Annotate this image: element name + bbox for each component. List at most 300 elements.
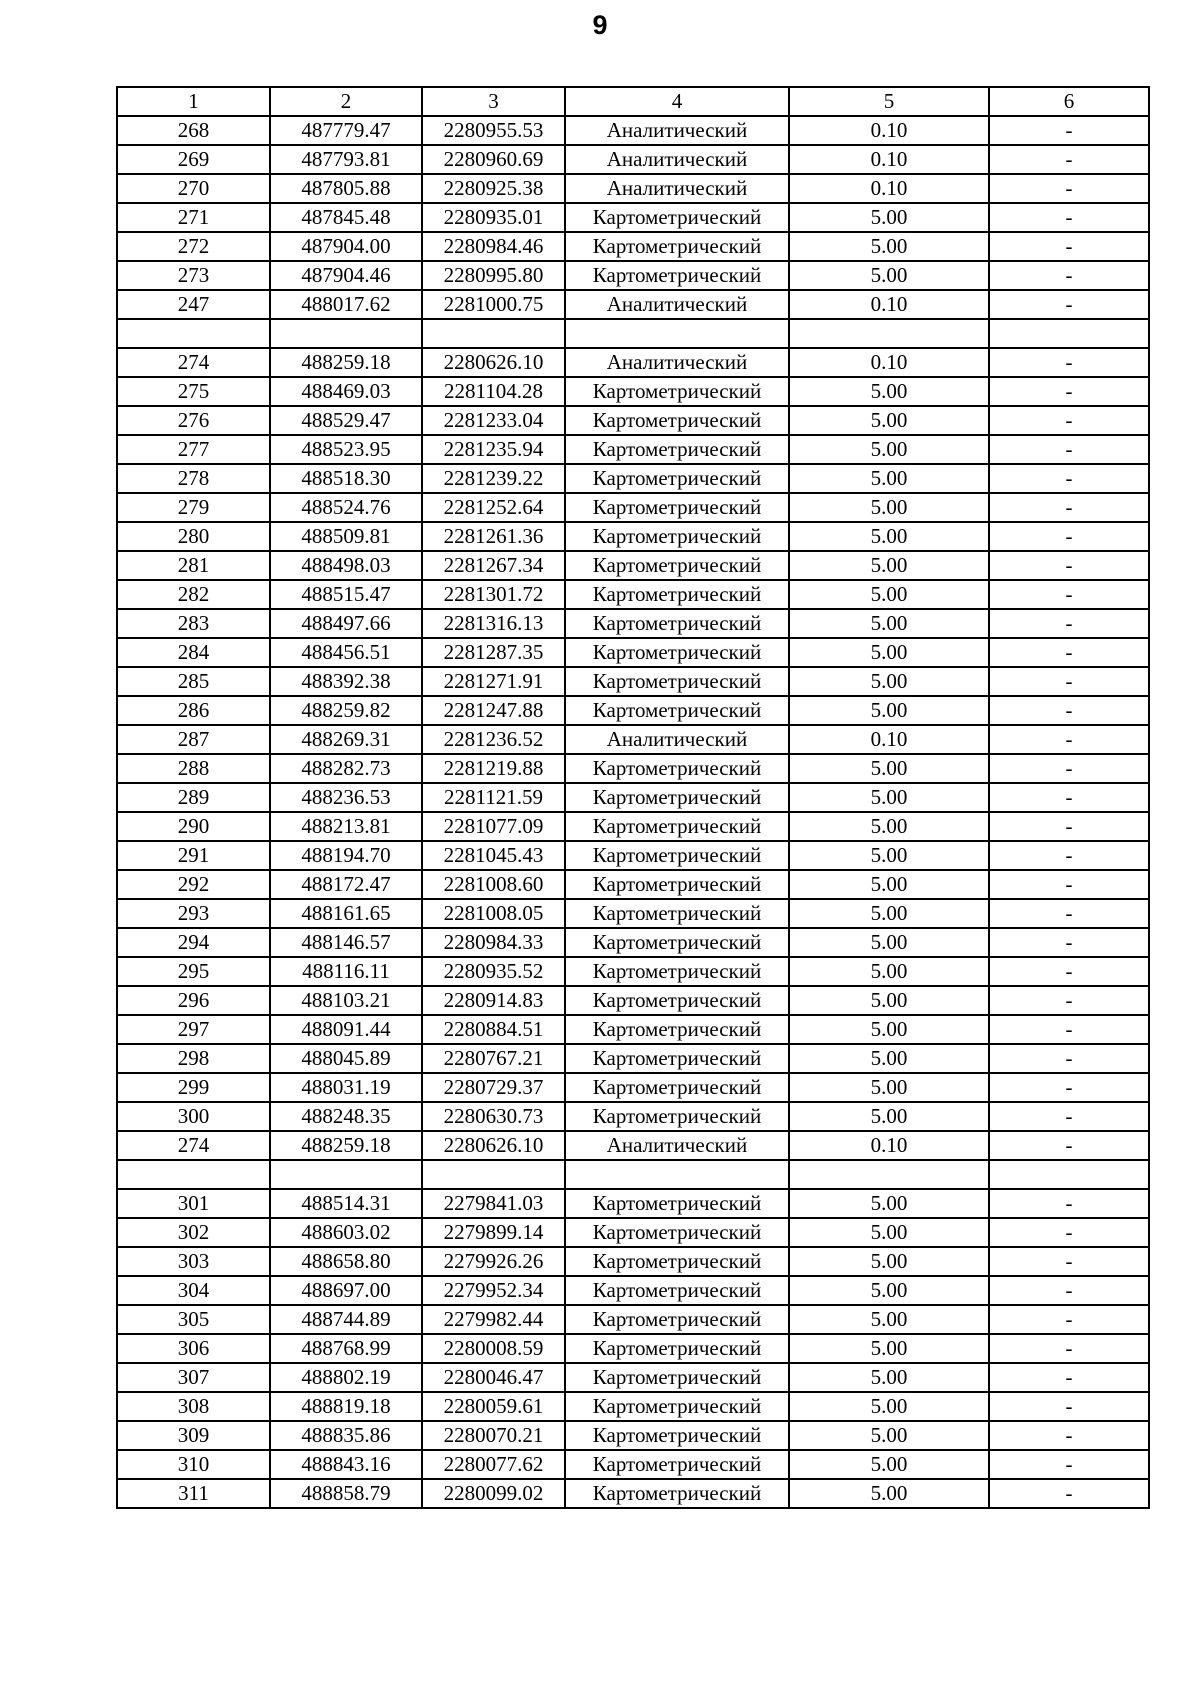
y-coordinate-cell: 2280077.62: [422, 1450, 565, 1479]
y-coordinate-cell: 2281252.64: [422, 493, 565, 522]
accuracy-cell: 5.00: [789, 754, 989, 783]
accuracy-cell: 5.00: [789, 377, 989, 406]
table-row: [117, 696, 1149, 725]
accuracy-cell: 0.10: [789, 116, 989, 145]
table-row: [117, 232, 1149, 261]
table-row: [117, 609, 1149, 638]
y-coordinate-cell: 2280070.21: [422, 1421, 565, 1450]
note-cell: -: [989, 145, 1149, 174]
point-number-cell: 280: [117, 522, 270, 551]
method-cell: Картометрический: [565, 1073, 789, 1102]
accuracy-cell: 5.00: [789, 1421, 989, 1450]
note-cell: -: [989, 696, 1149, 725]
method-cell: Картометрический: [565, 1421, 789, 1450]
x-coordinate-cell: 487845.48: [270, 203, 422, 232]
y-coordinate-cell: 2281077.09: [422, 812, 565, 841]
y-coordinate-cell: 2280729.37: [422, 1073, 565, 1102]
table-header-row: [117, 87, 1149, 116]
table-row: [117, 1247, 1149, 1276]
note-cell: -: [989, 493, 1149, 522]
y-coordinate-cell: 2281239.22: [422, 464, 565, 493]
point-number-cell: 284: [117, 638, 270, 667]
x-coordinate-cell: 488103.21: [270, 986, 422, 1015]
x-coordinate-cell: 488116.11: [270, 957, 422, 986]
table-row: [117, 348, 1149, 377]
table-row: [117, 1334, 1149, 1363]
header-cell: 5: [789, 87, 989, 116]
accuracy-cell: 5.00: [789, 1363, 989, 1392]
table-row: [117, 1363, 1149, 1392]
note-cell: -: [989, 1363, 1149, 1392]
point-number-cell: 268: [117, 116, 270, 145]
accuracy-cell: 5.00: [789, 464, 989, 493]
point-number-cell: 270: [117, 174, 270, 203]
table-row: [117, 522, 1149, 551]
accuracy-cell: 5.00: [789, 1102, 989, 1131]
y-coordinate-cell: 2281045.43: [422, 841, 565, 870]
point-number-cell: 291: [117, 841, 270, 870]
note-cell: -: [989, 551, 1149, 580]
method-cell: Картометрический: [565, 522, 789, 551]
point-number-cell: 301: [117, 1189, 270, 1218]
table-row: [117, 1189, 1149, 1218]
table-row: [117, 406, 1149, 435]
note-cell: -: [989, 290, 1149, 319]
x-coordinate-cell: 488843.16: [270, 1450, 422, 1479]
accuracy-cell: 5.00: [789, 609, 989, 638]
accuracy-cell: 5.00: [789, 1015, 989, 1044]
point-number-cell: 276: [117, 406, 270, 435]
y-coordinate-cell: 2281235.94: [422, 435, 565, 464]
method-cell: Аналитический: [565, 1131, 789, 1160]
table-row: [117, 957, 1149, 986]
note-cell: -: [989, 116, 1149, 145]
table-row: [117, 754, 1149, 783]
accuracy-cell: 5.00: [789, 580, 989, 609]
x-coordinate-cell: 488469.03: [270, 377, 422, 406]
header-cell: 3: [422, 87, 565, 116]
y-coordinate-cell: 2280935.01: [422, 203, 565, 232]
table-row: [117, 1160, 1149, 1189]
note-cell: -: [989, 1247, 1149, 1276]
y-coordinate-cell: 2281233.04: [422, 406, 565, 435]
accuracy-cell: 5.00: [789, 870, 989, 899]
note-cell: -: [989, 1015, 1149, 1044]
y-coordinate-cell: 2280955.53: [422, 116, 565, 145]
point-number-cell: 286: [117, 696, 270, 725]
point-number-cell: 296: [117, 986, 270, 1015]
y-coordinate-cell: 2281121.59: [422, 783, 565, 812]
y-coordinate-cell: 2281236.52: [422, 725, 565, 754]
y-coordinate-cell: 2280925.38: [422, 174, 565, 203]
table-row: [117, 667, 1149, 696]
point-number-cell: 311: [117, 1479, 270, 1508]
accuracy-cell: 5.00: [789, 812, 989, 841]
note-cell: -: [989, 261, 1149, 290]
table-row: [117, 870, 1149, 899]
y-coordinate-cell: 2281219.88: [422, 754, 565, 783]
method-cell: [565, 1160, 789, 1189]
note-cell: -: [989, 464, 1149, 493]
method-cell: Картометрический: [565, 1218, 789, 1247]
method-cell: Картометрический: [565, 899, 789, 928]
x-coordinate-cell: [270, 319, 422, 348]
note-cell: -: [989, 1392, 1149, 1421]
y-coordinate-cell: 2281301.72: [422, 580, 565, 609]
accuracy-cell: 5.00: [789, 522, 989, 551]
point-number-cell: 295: [117, 957, 270, 986]
accuracy-cell: 5.00: [789, 696, 989, 725]
method-cell: Картометрический: [565, 551, 789, 580]
point-number-cell: 285: [117, 667, 270, 696]
point-number-cell: 294: [117, 928, 270, 957]
accuracy-cell: 5.00: [789, 957, 989, 986]
accuracy-cell: [789, 1160, 989, 1189]
table-row: [117, 319, 1149, 348]
table-row: [117, 841, 1149, 870]
x-coordinate-cell: 488392.38: [270, 667, 422, 696]
accuracy-cell: 0.10: [789, 174, 989, 203]
y-coordinate-cell: 2281271.91: [422, 667, 565, 696]
x-coordinate-cell: 488819.18: [270, 1392, 422, 1421]
point-number-cell: 278: [117, 464, 270, 493]
x-coordinate-cell: 488744.89: [270, 1305, 422, 1334]
x-coordinate-cell: 488603.02: [270, 1218, 422, 1247]
table-row: [117, 174, 1149, 203]
accuracy-cell: 5.00: [789, 435, 989, 464]
note-cell: -: [989, 435, 1149, 464]
note-cell: -: [989, 1131, 1149, 1160]
method-cell: Картометрический: [565, 261, 789, 290]
table-row: [117, 1305, 1149, 1334]
note-cell: [989, 1160, 1149, 1189]
y-coordinate-cell: 2281000.75: [422, 290, 565, 319]
x-coordinate-cell: 487904.46: [270, 261, 422, 290]
accuracy-cell: 0.10: [789, 145, 989, 174]
accuracy-cell: 5.00: [789, 928, 989, 957]
method-cell: Аналитический: [565, 174, 789, 203]
point-number-cell: 279: [117, 493, 270, 522]
note-cell: -: [989, 1189, 1149, 1218]
accuracy-cell: 5.00: [789, 986, 989, 1015]
table-row: [117, 1015, 1149, 1044]
note-cell: -: [989, 1102, 1149, 1131]
note-cell: -: [989, 725, 1149, 754]
table-row: [117, 725, 1149, 754]
accuracy-cell: 5.00: [789, 841, 989, 870]
table-row: [117, 638, 1149, 667]
table-row: [117, 1276, 1149, 1305]
point-number-cell: 274: [117, 1131, 270, 1160]
accuracy-cell: 5.00: [789, 1305, 989, 1334]
accuracy-cell: 5.00: [789, 1334, 989, 1363]
x-coordinate-cell: 488768.99: [270, 1334, 422, 1363]
point-number-cell: 271: [117, 203, 270, 232]
accuracy-cell: 5.00: [789, 667, 989, 696]
y-coordinate-cell: 2280884.51: [422, 1015, 565, 1044]
note-cell: -: [989, 1044, 1149, 1073]
y-coordinate-cell: 2281261.36: [422, 522, 565, 551]
y-coordinate-cell: 2280099.02: [422, 1479, 565, 1508]
y-coordinate-cell: 2280960.69: [422, 145, 565, 174]
y-coordinate-cell: 2280008.59: [422, 1334, 565, 1363]
accuracy-cell: 0.10: [789, 1131, 989, 1160]
note-cell: -: [989, 870, 1149, 899]
point-number-cell: 269: [117, 145, 270, 174]
x-coordinate-cell: 488802.19: [270, 1363, 422, 1392]
x-coordinate-cell: 488835.86: [270, 1421, 422, 1450]
method-cell: Картометрический: [565, 870, 789, 899]
y-coordinate-cell: 2281287.35: [422, 638, 565, 667]
method-cell: Картометрический: [565, 1363, 789, 1392]
y-coordinate-cell: 2280630.73: [422, 1102, 565, 1131]
point-number-cell: 247: [117, 290, 270, 319]
method-cell: Картометрический: [565, 928, 789, 957]
x-coordinate-cell: 488031.19: [270, 1073, 422, 1102]
x-coordinate-cell: 488515.47: [270, 580, 422, 609]
note-cell: -: [989, 1479, 1149, 1508]
x-coordinate-cell: 488045.89: [270, 1044, 422, 1073]
x-coordinate-cell: 488236.53: [270, 783, 422, 812]
table-body: [117, 116, 1149, 1508]
accuracy-cell: 5.00: [789, 783, 989, 812]
method-cell: Картометрический: [565, 580, 789, 609]
point-number-cell: 302: [117, 1218, 270, 1247]
y-coordinate-cell: 2280626.10: [422, 1131, 565, 1160]
note-cell: -: [989, 899, 1149, 928]
point-number-cell: [117, 1160, 270, 1189]
point-number-cell: 307: [117, 1363, 270, 1392]
note-cell: -: [989, 638, 1149, 667]
accuracy-cell: 5.00: [789, 1276, 989, 1305]
method-cell: Картометрический: [565, 232, 789, 261]
x-coordinate-cell: 488456.51: [270, 638, 422, 667]
point-number-cell: 272: [117, 232, 270, 261]
method-cell: Картометрический: [565, 783, 789, 812]
table-row: [117, 290, 1149, 319]
table-row: [117, 1421, 1149, 1450]
x-coordinate-cell: 487779.47: [270, 116, 422, 145]
accuracy-cell: 5.00: [789, 406, 989, 435]
y-coordinate-cell: 2280984.33: [422, 928, 565, 957]
method-cell: Картометрический: [565, 1305, 789, 1334]
accuracy-cell: 5.00: [789, 899, 989, 928]
accuracy-cell: 0.10: [789, 290, 989, 319]
method-cell: Картометрический: [565, 1392, 789, 1421]
accuracy-cell: 5.00: [789, 1044, 989, 1073]
accuracy-cell: 5.00: [789, 203, 989, 232]
page-number: 9: [592, 10, 608, 40]
accuracy-cell: 5.00: [789, 1073, 989, 1102]
point-number-cell: 273: [117, 261, 270, 290]
y-coordinate-cell: 2279952.34: [422, 1276, 565, 1305]
header-cell: 4: [565, 87, 789, 116]
table-row: [117, 1131, 1149, 1160]
table-row: [117, 783, 1149, 812]
point-number-cell: 304: [117, 1276, 270, 1305]
coordinates-table: [116, 86, 1150, 1509]
table-row: [117, 1073, 1149, 1102]
method-cell: Картометрический: [565, 812, 789, 841]
x-coordinate-cell: 488524.76: [270, 493, 422, 522]
point-number-cell: 290: [117, 812, 270, 841]
table-row: [117, 1044, 1149, 1073]
table-row: [117, 1392, 1149, 1421]
y-coordinate-cell: 2280935.52: [422, 957, 565, 986]
method-cell: Картометрический: [565, 377, 789, 406]
x-coordinate-cell: 488697.00: [270, 1276, 422, 1305]
point-number-cell: 306: [117, 1334, 270, 1363]
header-cell: 1: [117, 87, 270, 116]
accuracy-cell: 5.00: [789, 1450, 989, 1479]
x-coordinate-cell: [270, 1160, 422, 1189]
x-coordinate-cell: 488509.81: [270, 522, 422, 551]
point-number-cell: 293: [117, 899, 270, 928]
point-number-cell: 292: [117, 870, 270, 899]
x-coordinate-cell: 488518.30: [270, 464, 422, 493]
x-coordinate-cell: 487805.88: [270, 174, 422, 203]
method-cell: Картометрический: [565, 464, 789, 493]
method-cell: Картометрический: [565, 754, 789, 783]
method-cell: Картометрический: [565, 203, 789, 232]
header-cell: 6: [989, 87, 1149, 116]
y-coordinate-cell: 2280767.21: [422, 1044, 565, 1073]
x-coordinate-cell: 488498.03: [270, 551, 422, 580]
x-coordinate-cell: 488259.18: [270, 1131, 422, 1160]
table-row: [117, 1450, 1149, 1479]
method-cell: Аналитический: [565, 116, 789, 145]
table-row: [117, 116, 1149, 145]
accuracy-cell: 5.00: [789, 638, 989, 667]
accuracy-cell: 5.00: [789, 1218, 989, 1247]
x-coordinate-cell: 488523.95: [270, 435, 422, 464]
table-row: [117, 261, 1149, 290]
x-coordinate-cell: 488172.47: [270, 870, 422, 899]
table-row: [117, 493, 1149, 522]
accuracy-cell: [789, 319, 989, 348]
x-coordinate-cell: 488269.31: [270, 725, 422, 754]
note-cell: -: [989, 812, 1149, 841]
point-number-cell: 308: [117, 1392, 270, 1421]
accuracy-cell: 5.00: [789, 1189, 989, 1218]
y-coordinate-cell: 2280984.46: [422, 232, 565, 261]
y-coordinate-cell: 2281104.28: [422, 377, 565, 406]
y-coordinate-cell: 2280914.83: [422, 986, 565, 1015]
note-cell: -: [989, 1421, 1149, 1450]
method-cell: Картометрический: [565, 493, 789, 522]
table-row: [117, 551, 1149, 580]
note-cell: -: [989, 522, 1149, 551]
y-coordinate-cell: 2281008.60: [422, 870, 565, 899]
y-coordinate-cell: 2281316.13: [422, 609, 565, 638]
note-cell: -: [989, 580, 1149, 609]
y-coordinate-cell: 2279982.44: [422, 1305, 565, 1334]
y-coordinate-cell: 2280046.47: [422, 1363, 565, 1392]
point-number-cell: 275: [117, 377, 270, 406]
point-number-cell: 309: [117, 1421, 270, 1450]
point-number-cell: 305: [117, 1305, 270, 1334]
note-cell: -: [989, 232, 1149, 261]
point-number-cell: 288: [117, 754, 270, 783]
y-coordinate-cell: [422, 1160, 565, 1189]
point-number-cell: 281: [117, 551, 270, 580]
method-cell: Картометрический: [565, 1276, 789, 1305]
note-cell: -: [989, 1073, 1149, 1102]
method-cell: Картометрический: [565, 1450, 789, 1479]
table-row: [117, 1479, 1149, 1508]
method-cell: Картометрический: [565, 696, 789, 725]
table-row: [117, 986, 1149, 1015]
point-number-cell: 289: [117, 783, 270, 812]
method-cell: Картометрический: [565, 406, 789, 435]
point-number-cell: 300: [117, 1102, 270, 1131]
method-cell: Картометрический: [565, 1015, 789, 1044]
note-cell: [989, 319, 1149, 348]
note-cell: -: [989, 348, 1149, 377]
note-cell: -: [989, 754, 1149, 783]
y-coordinate-cell: 2281008.05: [422, 899, 565, 928]
note-cell: -: [989, 1334, 1149, 1363]
table-row: [117, 928, 1149, 957]
table-row: [117, 145, 1149, 174]
note-cell: -: [989, 957, 1149, 986]
x-coordinate-cell: 488658.80: [270, 1247, 422, 1276]
x-coordinate-cell: 488091.44: [270, 1015, 422, 1044]
y-coordinate-cell: 2280626.10: [422, 348, 565, 377]
table-row: [117, 1102, 1149, 1131]
x-coordinate-cell: 487904.00: [270, 232, 422, 261]
note-cell: -: [989, 928, 1149, 957]
accuracy-cell: 5.00: [789, 261, 989, 290]
method-cell: Аналитический: [565, 290, 789, 319]
accuracy-cell: 5.00: [789, 493, 989, 522]
method-cell: Картометрический: [565, 435, 789, 464]
accuracy-cell: 5.00: [789, 551, 989, 580]
x-coordinate-cell: 488282.73: [270, 754, 422, 783]
y-coordinate-cell: 2280059.61: [422, 1392, 565, 1421]
note-cell: -: [989, 1218, 1149, 1247]
x-coordinate-cell: 488017.62: [270, 290, 422, 319]
note-cell: -: [989, 377, 1149, 406]
point-number-cell: [117, 319, 270, 348]
method-cell: Картометрический: [565, 1247, 789, 1276]
y-coordinate-cell: 2280995.80: [422, 261, 565, 290]
header-cell: 2: [270, 87, 422, 116]
x-coordinate-cell: 488858.79: [270, 1479, 422, 1508]
point-number-cell: 282: [117, 580, 270, 609]
x-coordinate-cell: 488259.82: [270, 696, 422, 725]
accuracy-cell: 0.10: [789, 348, 989, 377]
method-cell: [565, 319, 789, 348]
x-coordinate-cell: 487793.81: [270, 145, 422, 174]
note-cell: -: [989, 609, 1149, 638]
accuracy-cell: 5.00: [789, 1479, 989, 1508]
x-coordinate-cell: 488497.66: [270, 609, 422, 638]
point-number-cell: 283: [117, 609, 270, 638]
table-row: [117, 435, 1149, 464]
y-coordinate-cell: [422, 319, 565, 348]
y-coordinate-cell: 2279841.03: [422, 1189, 565, 1218]
method-cell: Картометрический: [565, 986, 789, 1015]
method-cell: Картометрический: [565, 1102, 789, 1131]
table-row: [117, 812, 1149, 841]
x-coordinate-cell: 488161.65: [270, 899, 422, 928]
accuracy-cell: 5.00: [789, 1247, 989, 1276]
table-row: [117, 464, 1149, 493]
note-cell: -: [989, 783, 1149, 812]
method-cell: Картометрический: [565, 1334, 789, 1363]
y-coordinate-cell: 2279926.26: [422, 1247, 565, 1276]
